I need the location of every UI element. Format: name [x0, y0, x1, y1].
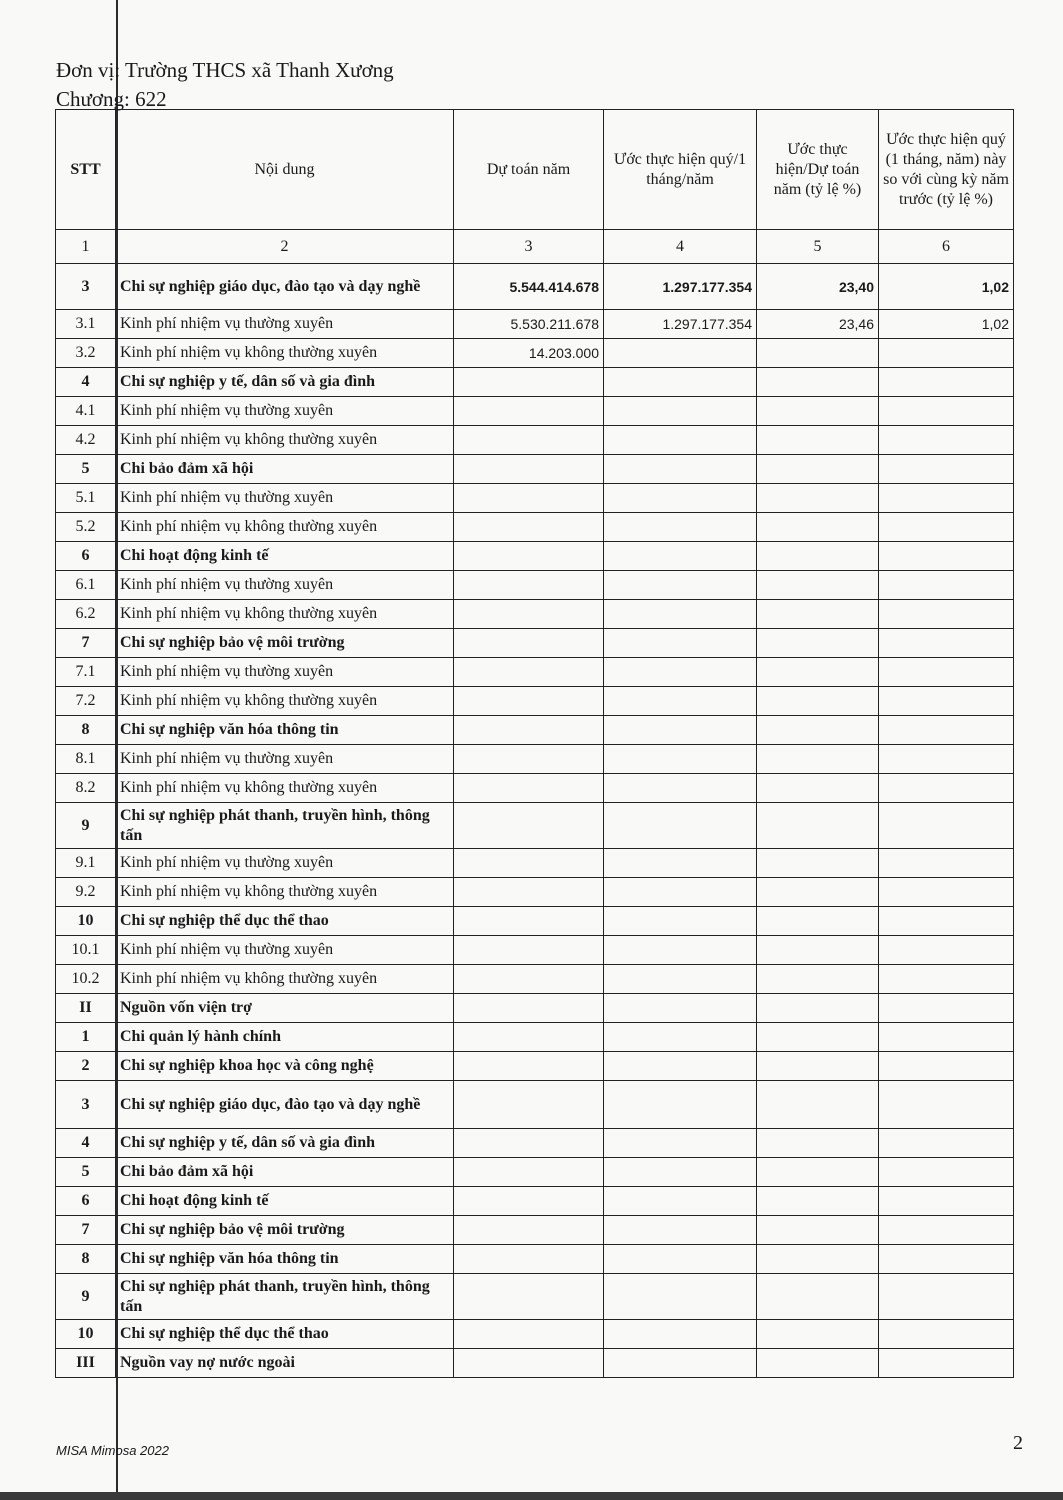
- row-ratio-to-last-year: [879, 455, 1014, 484]
- row-stt: 4: [56, 1129, 116, 1158]
- row-stt: 6.2: [56, 600, 116, 629]
- row-ratio-to-estimate: [757, 368, 879, 397]
- row-stt: 10: [56, 1320, 116, 1349]
- row-stt: 9.1: [56, 849, 116, 878]
- row-annual-estimate: [454, 1320, 604, 1349]
- row-stt: 6: [56, 1187, 116, 1216]
- table-row: [56, 803, 1014, 849]
- row-ratio-to-last-year: 1,02: [879, 264, 1014, 310]
- budget-table: [55, 109, 1014, 1378]
- row-estimated-execution: [604, 1320, 757, 1349]
- row-stt: 5: [56, 1158, 116, 1187]
- row-ratio-to-last-year: [879, 1349, 1014, 1378]
- row-stt: 3: [56, 1081, 116, 1129]
- row-stt: 9: [56, 1274, 116, 1320]
- table-header-row: [56, 110, 1014, 230]
- row-annual-estimate: [454, 426, 604, 455]
- row-label: Nguồn vốn viện trợ: [116, 994, 454, 1023]
- row-ratio-to-estimate: [757, 936, 879, 965]
- row-annual-estimate: [454, 1216, 604, 1245]
- table-row: [56, 310, 1014, 339]
- row-ratio-to-estimate: [757, 1187, 879, 1216]
- col-index: 1: [56, 230, 116, 264]
- row-estimated-execution: [604, 1052, 757, 1081]
- row-annual-estimate: 5.544.414.678: [454, 264, 604, 310]
- row-label: Chi quản lý hành chính: [116, 1023, 454, 1052]
- row-label: Kinh phí nhiệm vụ thường xuyên: [116, 849, 454, 878]
- row-stt: 4: [56, 368, 116, 397]
- row-estimated-execution: [604, 687, 757, 716]
- row-ratio-to-estimate: [757, 397, 879, 426]
- row-ratio-to-last-year: [879, 1320, 1014, 1349]
- row-label: Kinh phí nhiệm vụ không thường xuyên: [116, 339, 454, 368]
- table-row: [56, 745, 1014, 774]
- table-row: [56, 600, 1014, 629]
- row-ratio-to-last-year: [879, 513, 1014, 542]
- row-estimated-execution: [604, 1274, 757, 1320]
- row-label: Kinh phí nhiệm vụ không thường xuyên: [116, 600, 454, 629]
- row-ratio-to-last-year: [879, 1245, 1014, 1274]
- row-label: Chi sự nghiệp phát thanh, truyền hình, thông tấn: [116, 803, 454, 849]
- row-estimated-execution: [604, 849, 757, 878]
- table-row: [56, 571, 1014, 600]
- row-ratio-to-estimate: [757, 426, 879, 455]
- row-annual-estimate: [454, 745, 604, 774]
- table-row: [56, 1081, 1014, 1129]
- table-row: [56, 368, 1014, 397]
- row-annual-estimate: [454, 484, 604, 513]
- row-estimated-execution: [604, 1187, 757, 1216]
- row-ratio-to-last-year: [879, 484, 1014, 513]
- row-ratio-to-estimate: [757, 1320, 879, 1349]
- row-label: Kinh phí nhiệm vụ thường xuyên: [116, 397, 454, 426]
- table-row: [56, 907, 1014, 936]
- table-row: [56, 936, 1014, 965]
- row-stt: 6.1: [56, 571, 116, 600]
- table-row: [56, 1158, 1014, 1187]
- row-label: Chi sự nghiệp văn hóa thông tin: [116, 1245, 454, 1274]
- row-annual-estimate: [454, 849, 604, 878]
- row-ratio-to-last-year: [879, 1187, 1014, 1216]
- table-row: [56, 1216, 1014, 1245]
- row-stt: 8.2: [56, 774, 116, 803]
- col-header-content: Nội dung: [116, 110, 454, 230]
- row-ratio-to-last-year: [879, 571, 1014, 600]
- row-annual-estimate: [454, 1187, 604, 1216]
- table-row: [56, 774, 1014, 803]
- row-label: Kinh phí nhiệm vụ thường xuyên: [116, 571, 454, 600]
- scan-bottom-edge: [0, 1492, 1063, 1500]
- row-ratio-to-last-year: [879, 426, 1014, 455]
- table-body: [56, 264, 1014, 1378]
- row-label: Chi sự nghiệp bảo vệ môi trường: [116, 1216, 454, 1245]
- row-ratio-to-estimate: [757, 1129, 879, 1158]
- row-ratio-to-last-year: [879, 1081, 1014, 1129]
- row-stt: 10.2: [56, 965, 116, 994]
- row-ratio-to-last-year: [879, 687, 1014, 716]
- row-estimated-execution: [604, 1081, 757, 1129]
- row-annual-estimate: 5.530.211.678: [454, 310, 604, 339]
- chapter-line: Chương: 622: [56, 87, 167, 111]
- document-header: [56, 56, 394, 114]
- row-stt: 4.2: [56, 426, 116, 455]
- row-estimated-execution: [604, 774, 757, 803]
- table-row: [56, 849, 1014, 878]
- row-annual-estimate: [454, 600, 604, 629]
- row-estimated-execution: [604, 1349, 757, 1378]
- row-ratio-to-last-year: [879, 1023, 1014, 1052]
- row-ratio-to-last-year: [879, 994, 1014, 1023]
- row-annual-estimate: [454, 716, 604, 745]
- row-ratio-to-estimate: [757, 571, 879, 600]
- row-annual-estimate: [454, 803, 604, 849]
- row-ratio-to-estimate: [757, 745, 879, 774]
- row-ratio-to-estimate: [757, 1081, 879, 1129]
- row-label: Chi sự nghiệp giáo dục, đào tạo và dạy nghề: [116, 1081, 454, 1129]
- row-label: Kinh phí nhiệm vụ thường xuyên: [116, 484, 454, 513]
- row-label: Kinh phí nhiệm vụ không thường xuyên: [116, 513, 454, 542]
- row-ratio-to-estimate: [757, 849, 879, 878]
- row-estimated-execution: [604, 397, 757, 426]
- row-estimated-execution: [604, 965, 757, 994]
- row-stt: 9: [56, 803, 116, 849]
- row-ratio-to-estimate: 23,46: [757, 310, 879, 339]
- row-ratio-to-estimate: [757, 513, 879, 542]
- row-estimated-execution: [604, 907, 757, 936]
- row-label: Chi bảo đảm xã hội: [116, 1158, 454, 1187]
- row-estimated-execution: [604, 600, 757, 629]
- col-header-ratio-to-last-year: Ước thực hiện quý (1 tháng, năm) này so với cùng kỳ năm trước (tỷ lệ %): [879, 110, 1014, 230]
- unit-line: Đơn vị: Trường THCS xã Thanh Xương: [56, 58, 394, 82]
- row-annual-estimate: [454, 1023, 604, 1052]
- table-row: [56, 994, 1014, 1023]
- row-annual-estimate: [454, 1349, 604, 1378]
- col-index: 3: [454, 230, 604, 264]
- row-ratio-to-last-year: [879, 803, 1014, 849]
- row-ratio-to-last-year: [879, 849, 1014, 878]
- row-ratio-to-last-year: [879, 368, 1014, 397]
- table-row: [56, 1274, 1014, 1320]
- row-estimated-execution: [604, 1129, 757, 1158]
- row-stt: 8.1: [56, 745, 116, 774]
- table-row: [56, 716, 1014, 745]
- row-annual-estimate: [454, 878, 604, 907]
- row-ratio-to-estimate: [757, 965, 879, 994]
- row-label: Chi sự nghiệp thể dục thể thao: [116, 907, 454, 936]
- row-ratio-to-last-year: [879, 600, 1014, 629]
- row-stt: III: [56, 1349, 116, 1378]
- row-annual-estimate: [454, 965, 604, 994]
- row-stt: 8: [56, 1245, 116, 1274]
- row-label: Chi sự nghiệp phát thanh, truyền hình, thông tấn: [116, 1274, 454, 1320]
- row-stt: 7: [56, 1216, 116, 1245]
- table-row: [56, 426, 1014, 455]
- row-ratio-to-last-year: [879, 907, 1014, 936]
- row-ratio-to-estimate: [757, 1274, 879, 1320]
- row-annual-estimate: [454, 397, 604, 426]
- row-ratio-to-last-year: [879, 774, 1014, 803]
- row-annual-estimate: [454, 994, 604, 1023]
- row-ratio-to-last-year: [879, 1216, 1014, 1245]
- row-ratio-to-estimate: [757, 803, 879, 849]
- row-annual-estimate: [454, 907, 604, 936]
- row-stt: 2: [56, 1052, 116, 1081]
- row-ratio-to-last-year: [879, 658, 1014, 687]
- row-annual-estimate: [454, 1052, 604, 1081]
- row-ratio-to-estimate: [757, 600, 879, 629]
- row-estimated-execution: [604, 716, 757, 745]
- row-estimated-execution: 1.297.177.354: [604, 310, 757, 339]
- row-label: Kinh phí nhiệm vụ không thường xuyên: [116, 878, 454, 907]
- row-annual-estimate: [454, 1129, 604, 1158]
- row-ratio-to-estimate: [757, 542, 879, 571]
- row-ratio-to-estimate: [757, 1216, 879, 1245]
- table-row: [56, 1349, 1014, 1378]
- row-ratio-to-last-year: [879, 745, 1014, 774]
- row-estimated-execution: [604, 513, 757, 542]
- row-ratio-to-last-year: [879, 397, 1014, 426]
- row-ratio-to-estimate: [757, 774, 879, 803]
- row-ratio-to-estimate: [757, 658, 879, 687]
- row-annual-estimate: [454, 513, 604, 542]
- row-stt: 7.1: [56, 658, 116, 687]
- row-ratio-to-estimate: [757, 716, 879, 745]
- row-ratio-to-last-year: [879, 1052, 1014, 1081]
- row-annual-estimate: [454, 687, 604, 716]
- col-header-stt: STT: [56, 110, 116, 230]
- row-annual-estimate: [454, 774, 604, 803]
- row-label: Kinh phí nhiệm vụ không thường xuyên: [116, 774, 454, 803]
- row-annual-estimate: [454, 571, 604, 600]
- row-stt: 4.1: [56, 397, 116, 426]
- row-ratio-to-last-year: [879, 1129, 1014, 1158]
- row-label: Chi sự nghiệp văn hóa thông tin: [116, 716, 454, 745]
- row-annual-estimate: [454, 1158, 604, 1187]
- row-estimated-execution: [604, 658, 757, 687]
- row-estimated-execution: [604, 484, 757, 513]
- row-annual-estimate: [454, 1081, 604, 1129]
- page-number: 2: [1013, 1432, 1023, 1454]
- row-annual-estimate: [454, 936, 604, 965]
- row-stt: 9.2: [56, 878, 116, 907]
- table-row: [56, 687, 1014, 716]
- table-row: [56, 1129, 1014, 1158]
- row-annual-estimate: [454, 1274, 604, 1320]
- row-label: Chi sự nghiệp thể dục thể thao: [116, 1320, 454, 1349]
- row-ratio-to-last-year: [879, 542, 1014, 571]
- row-stt: II: [56, 994, 116, 1023]
- table-row: [56, 1245, 1014, 1274]
- row-ratio-to-estimate: [757, 455, 879, 484]
- table-row: [56, 658, 1014, 687]
- row-label: Kinh phí nhiệm vụ thường xuyên: [116, 310, 454, 339]
- row-ratio-to-estimate: [757, 878, 879, 907]
- row-annual-estimate: [454, 455, 604, 484]
- row-stt: 5.1: [56, 484, 116, 513]
- row-annual-estimate: [454, 542, 604, 571]
- row-ratio-to-estimate: [757, 1023, 879, 1052]
- col-index: 2: [116, 230, 454, 264]
- row-label: Kinh phí nhiệm vụ thường xuyên: [116, 658, 454, 687]
- table-row: [56, 264, 1014, 310]
- row-label: Chi sự nghiệp bảo vệ môi trường: [116, 629, 454, 658]
- row-ratio-to-estimate: [757, 484, 879, 513]
- row-label: Chi sự nghiệp y tế, dân số và gia đình: [116, 1129, 454, 1158]
- row-ratio-to-last-year: [879, 629, 1014, 658]
- software-footer: MISA Mimosa 2022: [56, 1443, 169, 1458]
- row-stt: 1: [56, 1023, 116, 1052]
- row-estimated-execution: [604, 368, 757, 397]
- row-stt: 6: [56, 542, 116, 571]
- row-annual-estimate: [454, 629, 604, 658]
- row-label: Chi hoạt động kinh tế: [116, 1187, 454, 1216]
- row-label: Nguồn vay nợ nước ngoài: [116, 1349, 454, 1378]
- row-stt: 5: [56, 455, 116, 484]
- table-row: [56, 1052, 1014, 1081]
- row-ratio-to-estimate: [757, 1349, 879, 1378]
- row-ratio-to-last-year: 1,02: [879, 310, 1014, 339]
- row-estimated-execution: [604, 1216, 757, 1245]
- row-ratio-to-estimate: [757, 1052, 879, 1081]
- row-ratio-to-estimate: [757, 687, 879, 716]
- row-ratio-to-last-year: [879, 878, 1014, 907]
- table-row: [56, 878, 1014, 907]
- table-row: [56, 1320, 1014, 1349]
- row-estimated-execution: 1.297.177.354: [604, 264, 757, 310]
- row-estimated-execution: [604, 426, 757, 455]
- col-index: 5: [757, 230, 879, 264]
- row-ratio-to-last-year: [879, 716, 1014, 745]
- row-stt: 7: [56, 629, 116, 658]
- row-label: Chi sự nghiệp y tế, dân số và gia đình: [116, 368, 454, 397]
- row-annual-estimate: 14.203.000: [454, 339, 604, 368]
- row-ratio-to-last-year: [879, 339, 1014, 368]
- row-label: Kinh phí nhiệm vụ thường xuyên: [116, 936, 454, 965]
- row-ratio-to-last-year: [879, 965, 1014, 994]
- row-ratio-to-estimate: [757, 1158, 879, 1187]
- col-index: 4: [604, 230, 757, 264]
- row-stt: 8: [56, 716, 116, 745]
- row-stt: 10: [56, 907, 116, 936]
- table-row: [56, 484, 1014, 513]
- table-row: [56, 1187, 1014, 1216]
- row-annual-estimate: [454, 368, 604, 397]
- row-estimated-execution: [604, 1245, 757, 1274]
- row-estimated-execution: [604, 542, 757, 571]
- row-estimated-execution: [604, 339, 757, 368]
- row-label: Kinh phí nhiệm vụ không thường xuyên: [116, 965, 454, 994]
- row-ratio-to-estimate: [757, 1245, 879, 1274]
- row-stt: 10.1: [56, 936, 116, 965]
- table-row: [56, 339, 1014, 368]
- row-stt: 3.2: [56, 339, 116, 368]
- row-stt: 7.2: [56, 687, 116, 716]
- row-stt: 5.2: [56, 513, 116, 542]
- column-index-row: [56, 230, 1014, 264]
- row-label: Chi bảo đảm xã hội: [116, 455, 454, 484]
- row-label: Chi hoạt động kinh tế: [116, 542, 454, 571]
- row-estimated-execution: [604, 455, 757, 484]
- row-stt: 3: [56, 264, 116, 310]
- row-ratio-to-estimate: [757, 907, 879, 936]
- row-estimated-execution: [604, 571, 757, 600]
- row-ratio-to-estimate: [757, 339, 879, 368]
- row-ratio-to-estimate: [757, 629, 879, 658]
- table-row: [56, 513, 1014, 542]
- table-row: [56, 629, 1014, 658]
- row-ratio-to-last-year: [879, 1158, 1014, 1187]
- row-estimated-execution: [604, 1158, 757, 1187]
- col-index: 6: [879, 230, 1014, 264]
- row-label: Chi sự nghiệp giáo dục, đào tạo và dạy nghề: [116, 264, 454, 310]
- row-estimated-execution: [604, 803, 757, 849]
- row-label: Kinh phí nhiệm vụ thường xuyên: [116, 745, 454, 774]
- row-estimated-execution: [604, 994, 757, 1023]
- table-row: [56, 542, 1014, 571]
- row-estimated-execution: [604, 629, 757, 658]
- row-label: Kinh phí nhiệm vụ không thường xuyên: [116, 687, 454, 716]
- row-label: Chi sự nghiệp khoa học và công nghệ: [116, 1052, 454, 1081]
- row-annual-estimate: [454, 658, 604, 687]
- col-header-ratio-to-estimate: Ước thực hiện/Dự toán năm (tỷ lệ %): [757, 110, 879, 230]
- row-estimated-execution: [604, 745, 757, 774]
- row-estimated-execution: [604, 878, 757, 907]
- row-stt: 3.1: [56, 310, 116, 339]
- row-ratio-to-estimate: 23,40: [757, 264, 879, 310]
- table-row: [56, 397, 1014, 426]
- row-estimated-execution: [604, 1023, 757, 1052]
- table-row: [56, 1023, 1014, 1052]
- row-label: Kinh phí nhiệm vụ không thường xuyên: [116, 426, 454, 455]
- row-ratio-to-estimate: [757, 994, 879, 1023]
- row-estimated-execution: [604, 936, 757, 965]
- table-row: [56, 965, 1014, 994]
- row-ratio-to-last-year: [879, 1274, 1014, 1320]
- col-header-annual-estimate: Dự toán năm: [454, 110, 604, 230]
- row-annual-estimate: [454, 1245, 604, 1274]
- row-ratio-to-last-year: [879, 936, 1014, 965]
- table-row: [56, 455, 1014, 484]
- col-header-estimated-execution: Ước thực hiện quý/1 tháng/năm: [604, 110, 757, 230]
